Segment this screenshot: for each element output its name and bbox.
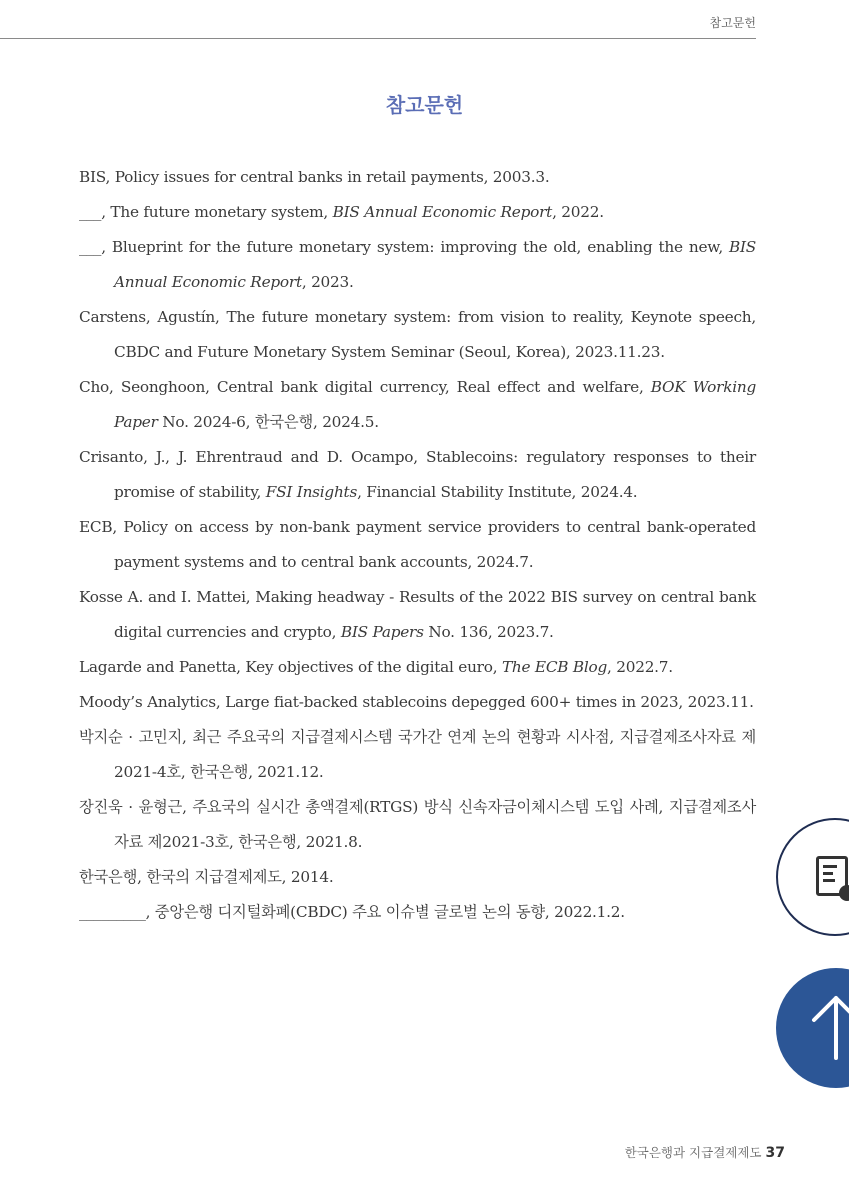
reference-text: Kosse A. and I. Mattei, Making headway - Results of the 2022 BIS survey on central bank digital currencies and crypto, xyxy=(79,588,756,641)
reference-source-title: FSI Insights xyxy=(265,483,358,501)
reference-item xyxy=(79,370,756,440)
reference-text: , Financial Stability Institute, 2024.4. xyxy=(357,483,638,501)
reference-item xyxy=(79,580,756,650)
reference-source-title: BIS Papers xyxy=(340,623,424,641)
document-button[interactable] xyxy=(776,818,849,936)
reference-text: No. 2024-6, 한국은행, 2024.5. xyxy=(157,413,379,431)
scroll-to-top-button[interactable] xyxy=(776,968,849,1088)
reference-source-title: The ECB Blog xyxy=(501,658,608,676)
reference-text: Crisanto, J., J. Ehrentraud and D. Ocampo, Stablecoins: regulatory responses to their promise of stability, xyxy=(79,448,756,501)
reference-item xyxy=(79,650,756,685)
reference-item xyxy=(79,195,756,230)
reference-item xyxy=(79,685,756,720)
reference-text: Carstens, Agustín, The future monetary system: from vision to reality, Keynote speech, CBDC and Future Monetary System Seminar (Seoul, Korea), 2023.11.23. xyxy=(79,308,756,361)
reference-item xyxy=(79,230,756,300)
reference-text: _________, 중앙은행 디지털화폐(CBDC) 주요 이슈별 글로벌 논의 동향, 2022.1.2. xyxy=(79,903,625,921)
running-header-title: 참고문헌 xyxy=(709,16,756,30)
reference-item xyxy=(79,720,756,790)
running-header xyxy=(0,0,756,39)
reference-text: , 2022.7. xyxy=(607,658,673,676)
reference-text: No. 136, 2023.7. xyxy=(423,623,554,641)
footer-book-title: 한국은행과 지급결제제도 xyxy=(624,1145,762,1160)
reference-list xyxy=(79,160,756,930)
page-footer xyxy=(625,1143,785,1161)
reference-item xyxy=(79,790,756,860)
reference-item xyxy=(79,895,756,930)
reference-text: , 2023. xyxy=(301,273,354,291)
reference-text: Moody’s Analytics, Large fiat-backed stablecoins depegged 600+ times in 2023, 2023.11. xyxy=(79,693,754,711)
reference-source-title: BIS Annual Economic Report xyxy=(332,203,553,221)
page-title: 참고문헌 xyxy=(385,93,464,117)
reference-item xyxy=(79,440,756,510)
reference-source-title: BOK Working Paper xyxy=(114,378,756,431)
reference-item xyxy=(79,160,756,195)
arrow-up-icon xyxy=(808,992,849,1064)
reference-text: BIS, Policy issues for central banks in retail payments, 2003.3. xyxy=(79,168,550,186)
reference-text: 박지순 · 고민지, 최근 주요국의 지급결제시스템 국가간 연계 논의 현황과 시사점, 지급결제조사자료 제2021-4호, 한국은행, 2021.12. xyxy=(79,728,756,781)
document-search-icon xyxy=(816,856,848,896)
reference-text: Lagarde and Panetta, Key objectives of the digital euro, xyxy=(79,658,502,676)
reference-text: ___, Blueprint for the future monetary system: improving the old, enabling the new, xyxy=(79,238,729,256)
reference-text: Cho, Seonghoon, Central bank digital currency, Real effect and welfare, xyxy=(79,378,651,396)
reference-source-title: BIS Annual Economic Report xyxy=(114,238,756,291)
reference-text: , 2022. xyxy=(552,203,604,221)
reference-text: ECB, Policy on access by non-bank payment service providers to central bank-operated payment systems and to central bank accounts, 2024.7. xyxy=(79,518,756,571)
reference-text: 장진욱 · 윤형근, 주요국의 실시간 총액결제(RTGS) 방식 신속자금이체시스템 도입 사례, 지급결제조사자료 제2021-3호, 한국은행, 2021.8. xyxy=(79,798,756,851)
reference-item xyxy=(79,510,756,580)
page-number: 37 xyxy=(765,1145,785,1161)
reference-item xyxy=(79,860,756,895)
reference-item xyxy=(79,300,756,370)
reference-text: 한국은행, 한국의 지급결제제도, 2014. xyxy=(79,868,334,886)
reference-text: ___, The future monetary system, xyxy=(79,203,333,221)
